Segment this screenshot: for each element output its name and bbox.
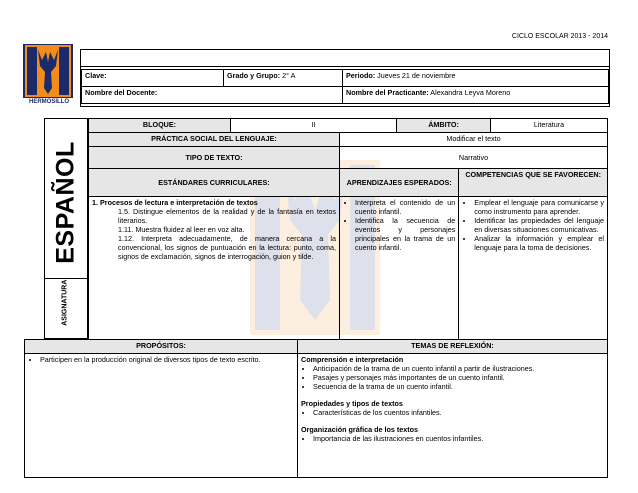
ambito-label: ÁMBITO:: [397, 119, 491, 133]
tema-item: • Secuencia de la trama de un cuento infantil.: [313, 382, 604, 391]
side-frame: [44, 118, 88, 339]
plan-table: [88, 118, 608, 340]
aprendizaje-item: • Identifica la secuencia de eventos y personajes principales en la trama de un cuento infantil.: [355, 216, 455, 252]
tema-title: Organización gráfica de los textos: [301, 425, 419, 434]
tema-item: • Importancia de las ilustraciones en cuentos infantiles.: [313, 434, 604, 443]
proposito-item: • Participen en la producción original de diversos tipos de texto escrito.: [40, 355, 294, 364]
estandar-item: 1.12. Interpreta adecuadamente, de manera cercana a la convencional, los signos de puntuación en la lectura: punto, coma, signos de exclamación, signos de interrogación, guion y tilde.: [118, 234, 336, 261]
tema-item: • Características de los cuentos infantiles.: [313, 408, 604, 417]
bloque-label: BLOQUE:: [89, 119, 231, 133]
clave-cell: Clave:: [82, 70, 224, 87]
competencias-cell: [459, 197, 608, 340]
school-logo: [18, 44, 78, 108]
practica-value: Modificar el texto: [340, 133, 608, 147]
grado-cell: Grado y Grupo: 2° A: [224, 70, 343, 87]
logo-city: HERMOSILLO: [29, 99, 69, 105]
estandares-cell: [89, 197, 340, 340]
docente-cell: Nombre del Docente:: [82, 87, 343, 104]
subject-label: ESPAÑOL: [51, 141, 80, 264]
competencias-label: COMPETENCIAS QUE SE FAVORECEN:: [459, 169, 608, 197]
estandar-title: 1. Procesos de lectura e interpretación de textos: [92, 198, 258, 207]
practicante-cell: Nombre del Practicante: Alexandra Leyva Moreno: [343, 87, 609, 104]
bottom-table: [24, 339, 608, 478]
tema-title: Propiedades y tipos de textos: [301, 399, 403, 408]
aprendizajes-label: APRENDIZAJES ESPERADOS:: [340, 169, 459, 197]
estandares-label: ESTÁNDARES CURRICULARES:: [89, 169, 340, 197]
temas-cell: [298, 354, 608, 478]
estandar-item: 1.5. Distingue elementos de la realidad y de la fantasía en textos literarios.: [118, 207, 336, 225]
propositos-cell: [25, 354, 298, 478]
practica-label: PRÁCTICA SOCIAL DEL LENGUAJE:: [89, 133, 340, 147]
estandar-item: 1.11. Muestra fluidez al leer en voz alta.: [118, 225, 245, 234]
side-divider: [44, 278, 88, 279]
competencia-item: • Identificar las propiedades del lenguaje en diversas situaciones comunicativas.: [474, 216, 604, 234]
aprendizajes-cell: [340, 197, 459, 340]
tema-title: Comprensión e interpretación: [301, 355, 404, 364]
bloque-value: II: [231, 119, 397, 133]
asignatura-label: ASIGNATURA:: [61, 277, 69, 326]
tipo-label: TIPO DE TEXTO:: [89, 147, 340, 169]
school-cycle: CICLO ESCOLAR 2013 - 2014: [511, 33, 608, 40]
competencia-item: • Analizar la información y emplear el lenguaje para la toma de decisiones.: [474, 234, 604, 252]
periodo-cell: Periodo: Jueves 21 de noviembre: [343, 70, 609, 87]
aprendizaje-item: • Interpreta el contenido de un cuento infantil.: [355, 198, 455, 216]
competencia-item: • Emplear el lenguaje para comunicarse y como instrumento para aprender.: [474, 198, 604, 216]
tipo-value: Narrativo: [340, 147, 608, 169]
estandar-list: [92, 207, 336, 261]
header-table: [81, 69, 609, 104]
ambito-value: Literatura: [491, 119, 608, 133]
tema-item: • Anticipación de la trama de un cuento infantil a partir de ilustraciones.: [313, 364, 604, 373]
temas-label: TEMAS DE REFLEXIÓN:: [298, 340, 608, 354]
tema-item: • Pasajes y personajes más importantes de un cuento infantil.: [313, 373, 604, 382]
header-box: [80, 49, 610, 107]
propositos-label: PROPÓSITOS:: [25, 340, 298, 354]
